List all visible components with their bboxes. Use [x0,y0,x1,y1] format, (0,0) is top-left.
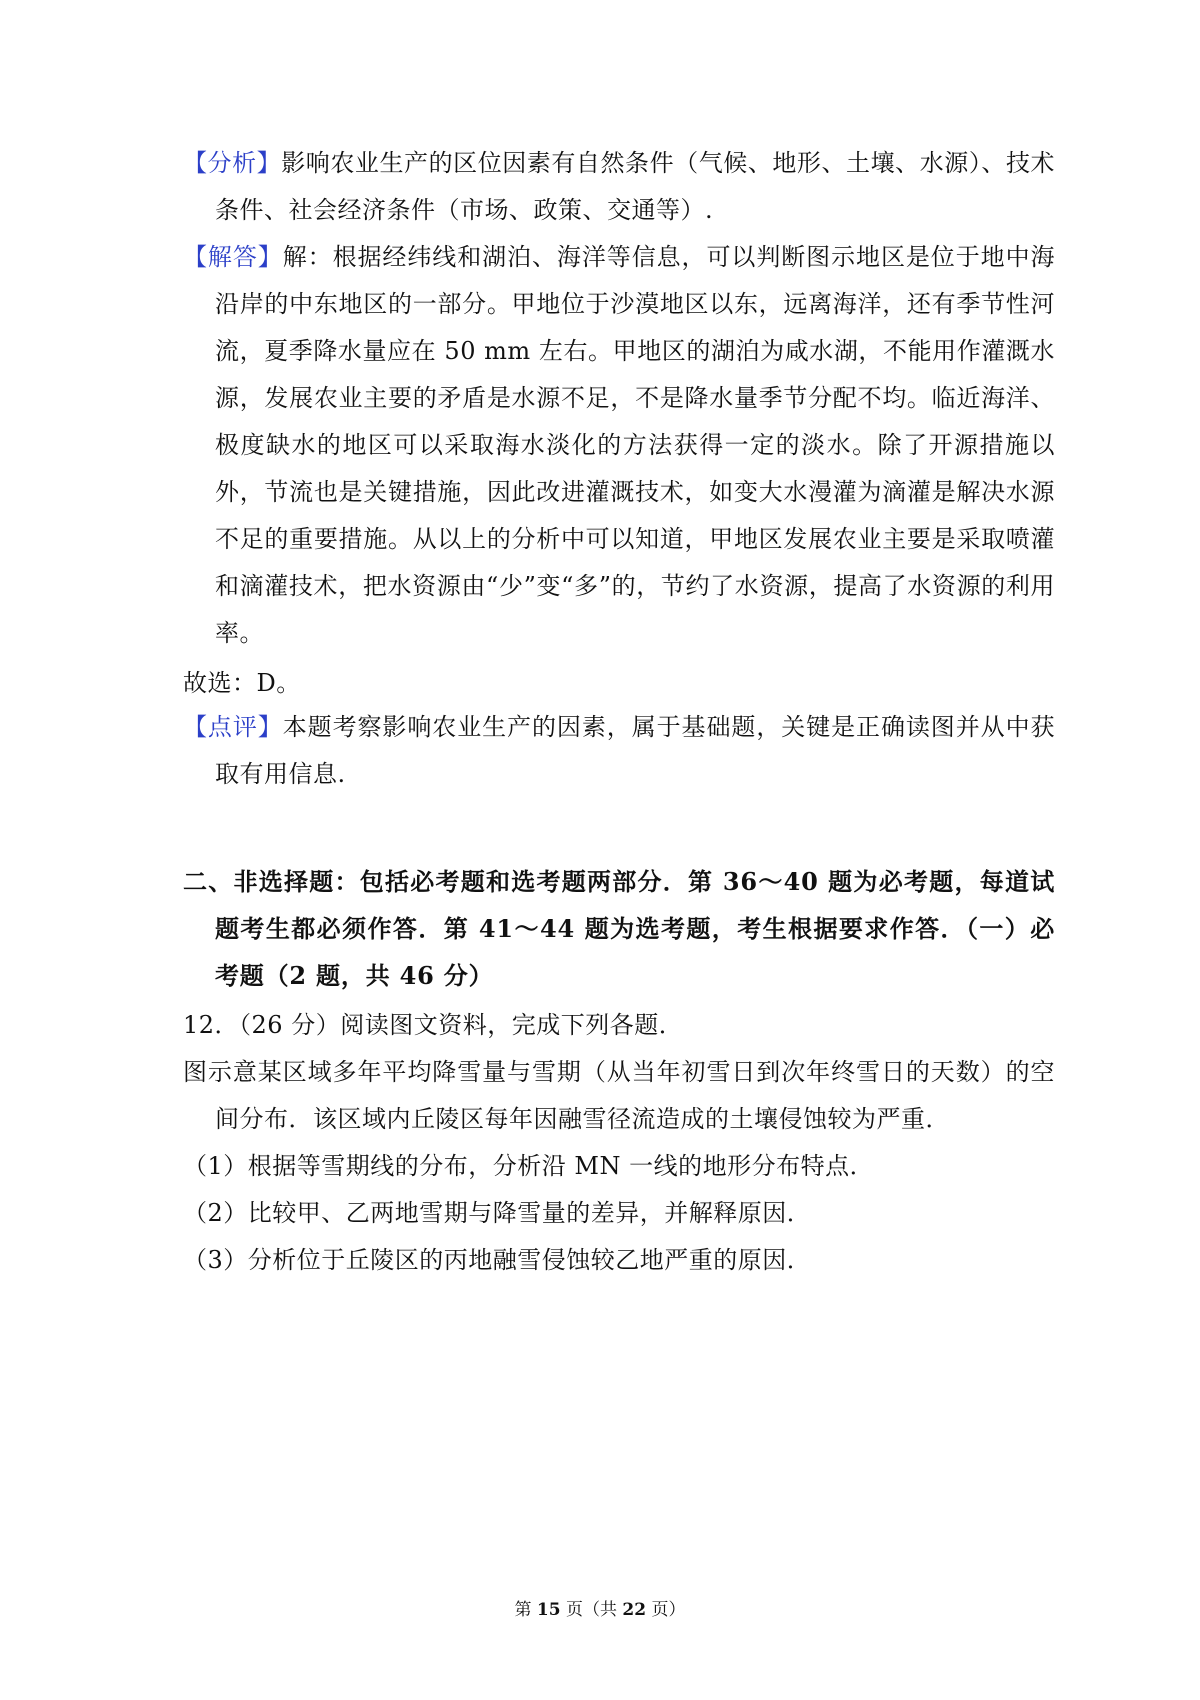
choice-text: 故选：D。 [183,669,301,697]
analysis-paragraph [183,140,1055,234]
choice-line [183,660,1055,707]
question-header-text: 12．（26 分）阅读图文资料，完成下列各题． [183,1011,684,1039]
answer-text: 解：根据经纬线和湖泊、海洋等信息，可以判断图示地区是位于地中海沿岸的中东地区的一部分。甲地位于沙漠地区以东，远离海洋，还有季节性河流，夏季降水量应在 50 mm 左右。甲地区的湖泊为咸水湖，不能用作灌溉水源，发展农业主要的矛盾是水源不足，不是降水量季节分配不均。临近海洋、极度缺水的地区可以采取海水淡化的方法获得一定的淡水。除了开源措施以外，节流也是关键措施，因此改进灌溉技术，如变大水漫灌为滴灌是解决水源不足的重要措施。从以上的分析中可以知道，甲地区发展农业主要是采取喷灌和滴灌技术，把水资源由“少”变“多”的，节约了水资源，提高了水资源的利用率。 [215,243,1056,647]
question-part-2 [183,1190,1055,1237]
footer-total-pages: 22 [622,1600,647,1620]
question-intro-text: 图示意某区域多年平均降雪量与雪期（从当年初雪日到次年终雪日的天数）的空间分布．该区域内丘陵区每年因融雪径流造成的土壤侵蚀较为严重． [183,1058,1055,1133]
answer-tag: 【解答】 [183,243,283,271]
comment-tag: 【点评】 [183,713,283,741]
comment-paragraph [183,704,1055,798]
footer-page-number: 15 [536,1600,561,1620]
answer-paragraph [183,234,1055,657]
footer-suffix: 页） [646,1600,686,1620]
question-part-1-text: （1）根据等雪期线的分布，分析沿 MN 一线的地形分布特点． [183,1152,875,1180]
question-part-2-text: （2）比较甲、乙两地雪期与降雪量的差异，并解释原因． [183,1199,812,1227]
question-part-3 [183,1237,1055,1284]
section-heading-text: 二、非选择题：包括必考题和选考题两部分．第 36～40 题为必考题，每道试题考生都必须作答．第 41～44 题为选考题，考生根据要求作答．（一）必考题（2 题，共 46 分） [183,867,1055,990]
analysis-text: 影响农业生产的区位因素有自然条件（气候、地形、土壤、水源）、技术条件、社会经济条件（市场、政策、交通等）. [215,149,1056,224]
question-header [183,1002,1055,1049]
question-part-3-text: （3）分析位于丘陵区的丙地融雪侵蚀较乙地严重的原因． [183,1246,812,1274]
analysis-tag: 【分析】 [183,149,282,177]
footer-prefix: 第 [514,1600,537,1620]
question-intro [183,1049,1055,1143]
question-part-1 [183,1143,1055,1190]
page-footer [0,1598,1200,1622]
section-heading [183,858,1055,999]
footer-middle: 页（共 [560,1600,623,1620]
comment-text: 本题考察影响农业生产的因素，属于基础题，关键是正确读图并从中获取有用信息. [215,713,1056,788]
